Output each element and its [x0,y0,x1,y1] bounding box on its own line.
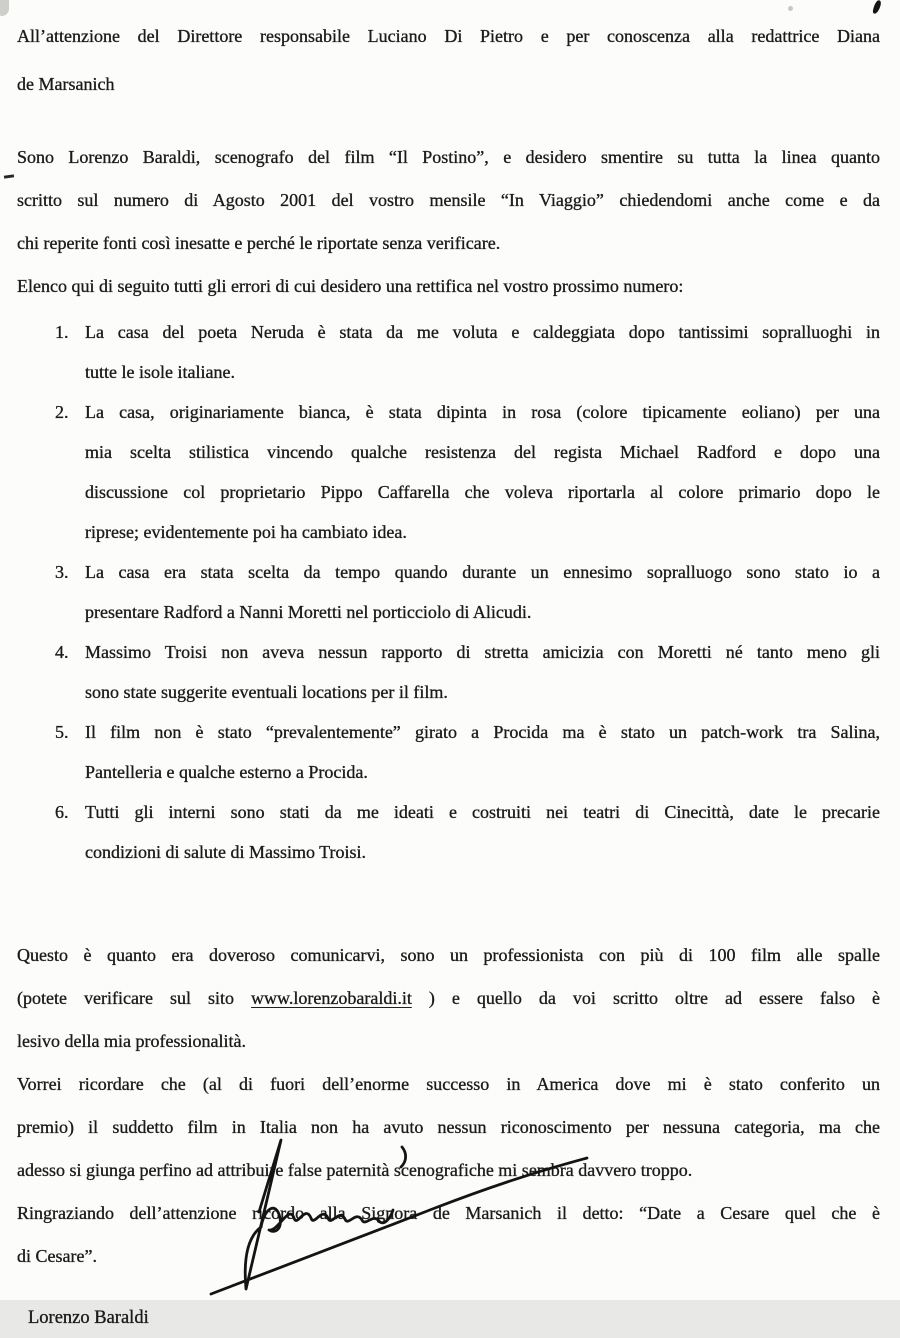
list-item-line: Massimo Troisi non aveva nessun rapporto di stretta amicizia con Moretti né tanto meno gli [85,642,880,662]
closing-line-8: di Cesare”. [17,1246,97,1266]
closing-line-2 [17,977,880,1020]
list-item-line: La casa era stata scelta da tempo quando durante un ennesimo sopralluogo sono stato io a [85,562,880,582]
corrections-list [17,312,880,872]
list-number: 4. [55,642,69,662]
website-url: www.lorenzobaraldi.it [251,988,412,1008]
list-item-line: Il film non è stato “prevalentemente” girato a Procida ma è stato un patch-work tra Salina, [85,722,880,742]
scan-speck [788,6,793,11]
list-number: 3. [55,562,69,582]
list-item-line: presentare Radford a Nanni Moretti nel porticciolo di Alicudi. [85,602,532,622]
scan-artifact-corner [0,0,9,16]
list-item-line: La casa, originariamente bianca, è stata dipinta in rosa (colore tipicamente eoliano) per una [85,402,880,422]
list-item-4 [17,632,880,712]
list-item-line: discussione col proprietario Pippo Caffarella che voleva riportarla al colore primario dopo le [85,482,880,502]
list-item-1 [17,312,880,392]
list-item-5 [17,712,880,792]
list-number: 6. [55,802,69,822]
list-item-line: mia scelta stilistica vincendo qualche resistenza del regista Michael Radford e dopo una [85,442,880,462]
intro-line-2: scritto sul numero di Agosto 2001 del vostro mensile “In Viaggio” chiedendomi anche come e da [17,190,880,210]
intro-paragraph [17,136,880,308]
list-item-line: Tutti gli interni sono stati da me ideati e costruiti nei teatri di Cinecittà, date le precarie [85,802,880,822]
closing-line-1: Questo è quanto era doveroso comunicarvi, sono un professionista con più di 100 film alle spalle [17,945,880,965]
intro-line-1: Sono Lorenzo Baraldi, scenografo del film “Il Postino”, e desidero smentire su tutta la linea quanto [17,147,880,167]
list-item-3 [17,552,880,632]
list-item-line: sono state suggerite eventuali locations per il film. [85,682,448,702]
list-item-line: condizioni di salute di Massimo Troisi. [85,842,367,862]
scan-artifact-dash [4,174,14,178]
closing-line-2-post: ) e quello da voi scritto oltre ad essere falso è [411,988,880,1008]
list-item-6 [17,792,880,872]
list-item-line: Pantelleria e qualche esterno a Procida. [85,762,368,782]
closing-line-6: adesso si giunga perfino ad attribuire false paternità scenografiche mi sembra davvero troppo. [17,1160,693,1180]
signer-printed-name: Lorenzo Baraldi [28,1308,149,1328]
closing-line-7: Ringraziando dell’attenzione ricordo alla Signora de Marsanich il detto: “Date a Cesare quel che è [17,1203,880,1223]
intro-line-4: Elenco qui di seguito tutti gli errori di cui desidero una rettifica nel vostro prossimo numero: [17,276,684,296]
list-number: 5. [55,722,69,742]
list-item-line: La casa del poeta Neruda è stata da me voluta e caldeggiata dopo tantissimi sopralluoghi in [85,322,880,342]
recipient-line-2: de Marsanich [17,74,115,94]
closing-line-2-pre: (potete verificare sul sito [17,988,252,1008]
intro-line-3: chi reperite fonti così inesatte e perché le riportate senza verificare. [17,233,501,253]
recipient-block [17,12,880,108]
closing-line-3: lesivo della mia professionalità. [17,1031,246,1051]
list-number: 2. [55,402,69,422]
recipient-line-1: All’attenzione del Direttore responsabile Luciano Di Pietro e per conoscenza alla redattrice Diana [17,26,880,46]
signature-block [17,1298,880,1338]
closing-line-4: Vorrei ricordare che (al di fuori dell’enorme successo in America dove mi è stato conferito un [17,1074,880,1094]
scan-artifact-mark [872,0,882,15]
handwritten-signature [183,1128,658,1300]
list-item-2 [17,392,880,552]
list-item-line: riprese; evidentemente poi ha cambiato idea. [85,522,407,542]
closing-line-5: premio) il suddetto film in Italia non ha avuto nessun riconoscimento per nessuna categoria, ma che [17,1117,880,1137]
list-item-line: tutte le isole italiane. [85,362,235,382]
list-number: 1. [55,322,69,342]
